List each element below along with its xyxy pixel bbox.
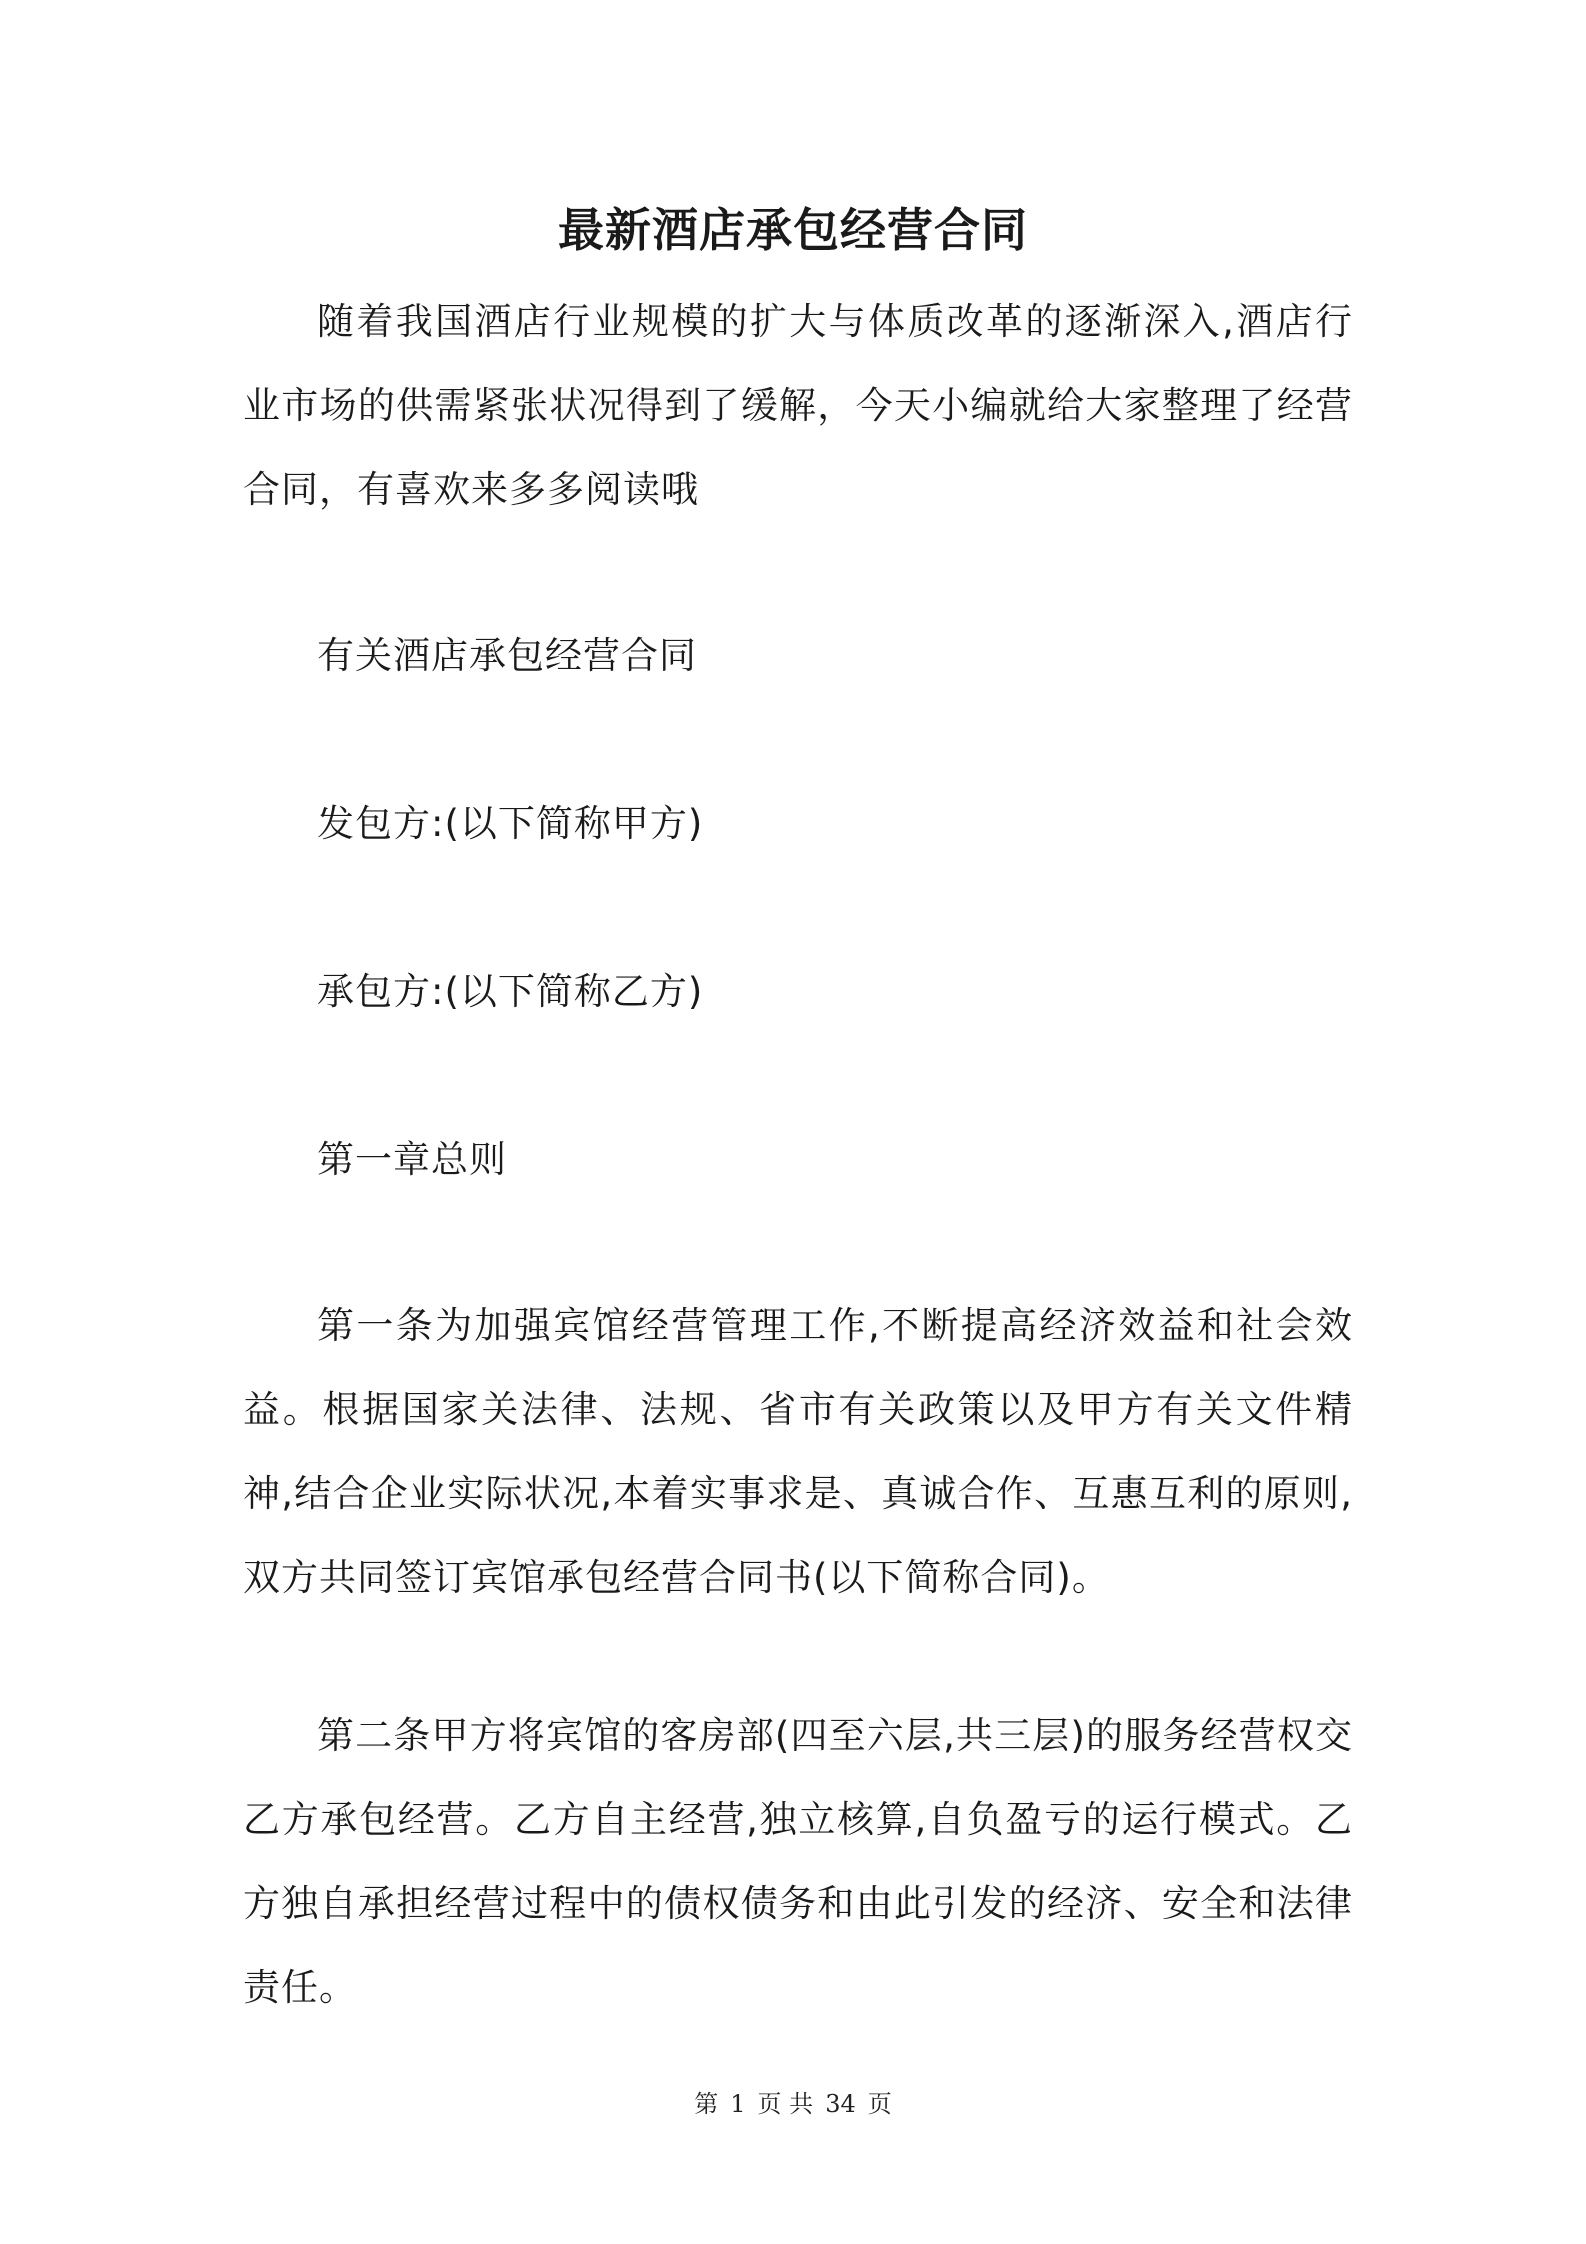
footer-page-suffix: 页 xyxy=(867,2090,892,2118)
chapter-block xyxy=(243,1118,1353,1202)
party-a-line: 发包方:(以下简称甲方) xyxy=(317,802,704,845)
contract-subtitle: 有关酒店承包经营合同 xyxy=(317,634,697,677)
party-b-block xyxy=(243,950,1353,1034)
footer-page-number: 1 xyxy=(730,2090,746,2118)
article-1-paragraph: 第一条为加强宾馆经营管理工作,不断提高经济效益和社会效益。根据国家关法律、法规、省市有关政策以及甲方有关文件精神,结合企业实际状况,本着实事求是、真诚合作、互惠互利的原则,双方共同签订宾馆承包经营合同书(以下简称合同)。 xyxy=(243,1304,1353,1599)
footer-total-pages: 34 xyxy=(825,2090,856,2118)
article-1-block xyxy=(243,1284,1353,1620)
intro-block xyxy=(243,280,1353,532)
party-b-line: 承包方:(以下简称乙方) xyxy=(317,970,704,1013)
page-footer xyxy=(0,2084,1586,2119)
footer-page-prefix: 第 xyxy=(694,2090,719,2118)
document-title: 最新酒店承包经营合同 xyxy=(558,203,1028,257)
article-2-block xyxy=(243,1694,1353,2030)
article-2-paragraph: 第二条甲方将宾馆的客房部(四至六层,共三层)的服务经营权交乙方承包经营。乙方自主经营,独立核算,自负盈亏的运行模式。乙方独自承担经营过程中的债权债务和由此引发的经济、安全和法律责任。 xyxy=(243,1714,1353,2009)
subtitle-block xyxy=(243,614,1353,698)
chapter-heading: 第一章总则 xyxy=(317,1138,507,1181)
footer-page-mid: 页 共 xyxy=(757,2090,814,2118)
intro-paragraph: 随着我国酒店行业规模的扩大与体质改革的逐渐深入,酒店行业市场的供需紧张状况得到了缓解，今天小编就给大家整理了经营合同，有喜欢来多多阅读哦 xyxy=(243,300,1353,511)
party-a-block xyxy=(243,782,1353,866)
